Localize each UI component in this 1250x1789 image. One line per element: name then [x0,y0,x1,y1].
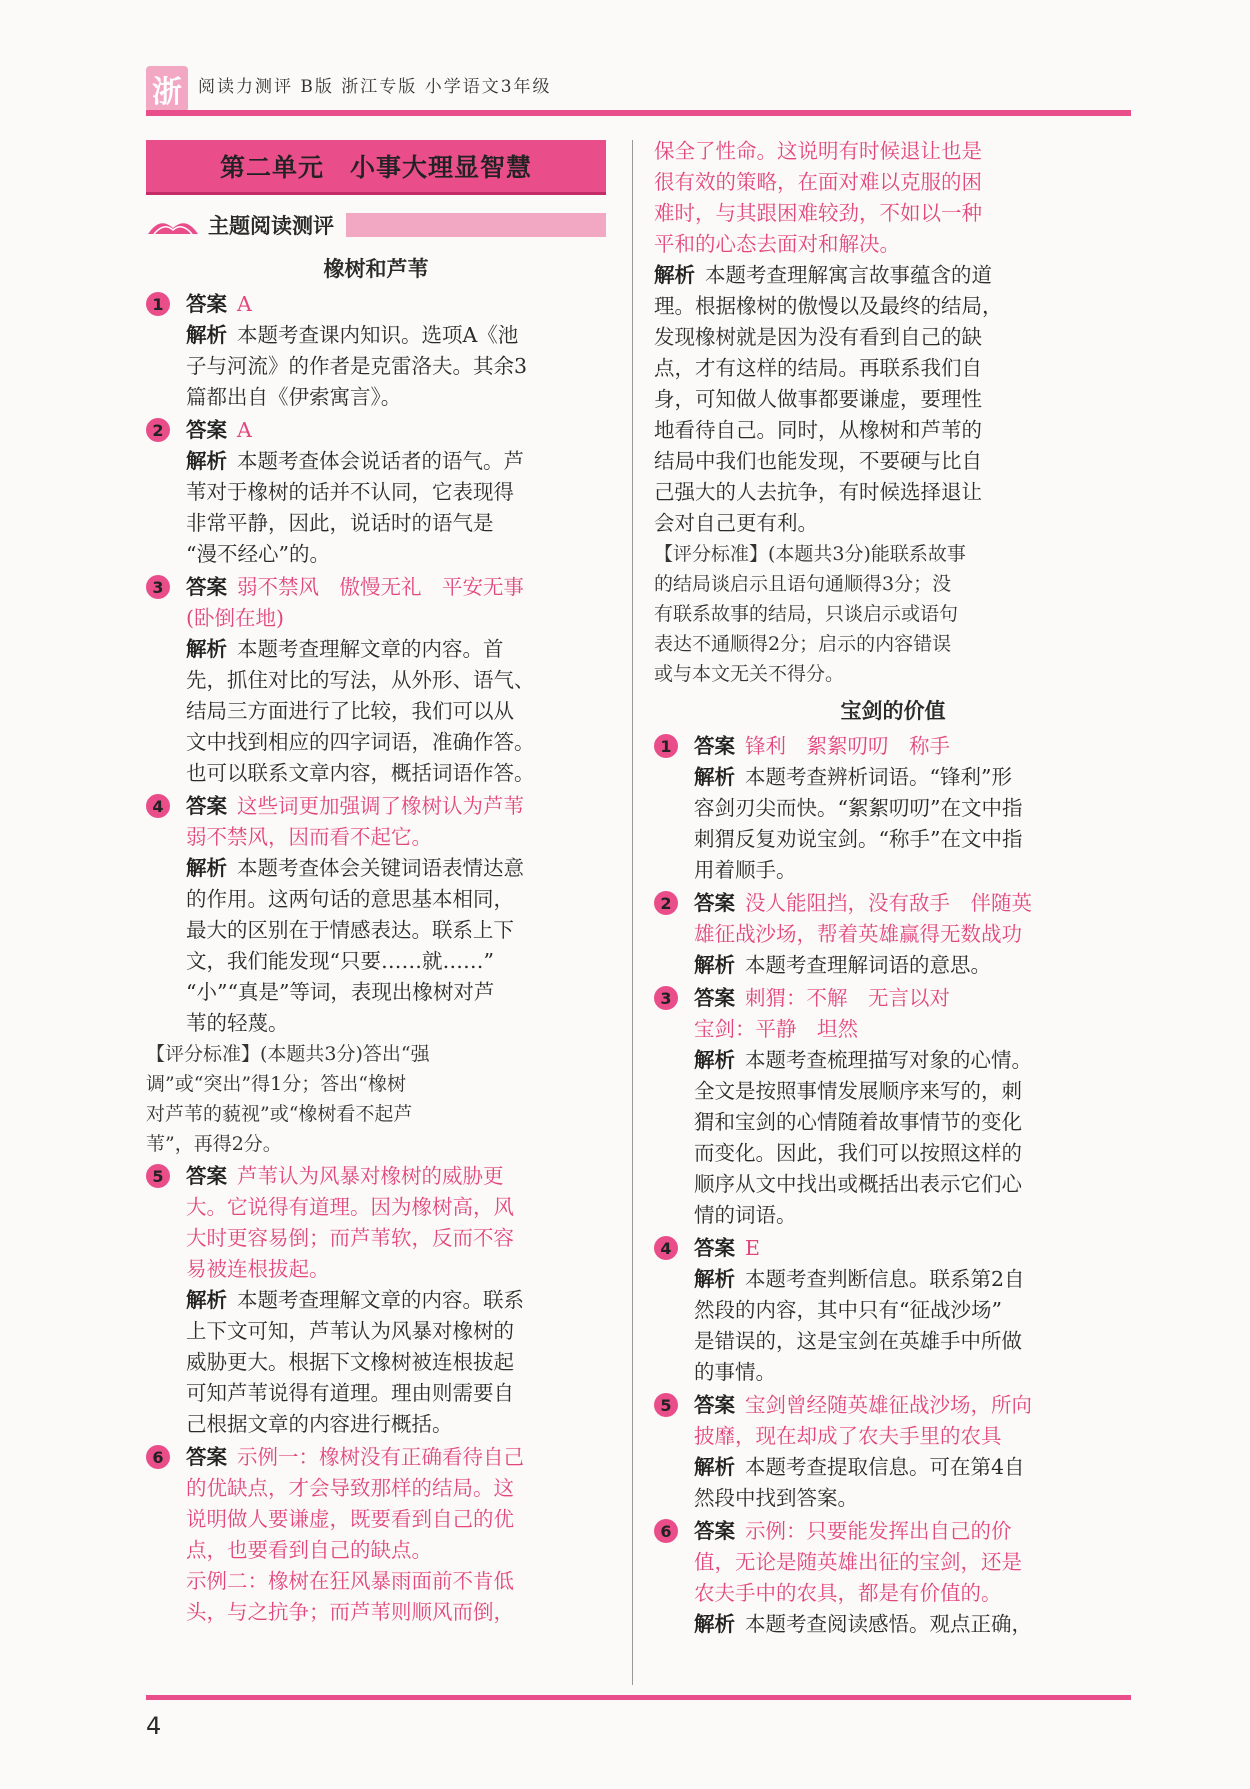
answer-line [186,1566,606,1597]
question-item [146,289,606,413]
question-number: 1 [146,292,170,316]
analysis-line [654,291,1132,322]
analysis-line [694,1452,1132,1483]
analysis-text: 情的词语。 [694,1203,797,1227]
analysis-text: 发现橡树就是因为没有看到自己的缺 [654,325,982,349]
answer-line [186,289,606,320]
answer-line [186,1161,606,1192]
analysis-line [654,260,1132,291]
analysis-text: 会对自己更有利。 [654,511,818,535]
analysis-line [694,1076,1132,1107]
analysis-label: 解析 [186,323,227,347]
footer-rule [146,1695,1131,1700]
question-item [654,731,1132,886]
question-number: 2 [654,891,678,915]
analysis-line [694,1609,1132,1640]
analysis-text: 本题考查理解词语的意思。 [745,953,991,977]
analysis-line [186,446,606,477]
answer-label: 答案 [694,1393,735,1417]
analysis-label: 解析 [694,953,735,977]
analysis-text: 是错误的，这是宝剑在英雄手中所做 [694,1329,1022,1353]
answer-continued-line [654,198,1132,229]
story1-items [146,289,606,1628]
answer-line [694,731,1132,762]
answer-label: 答案 [186,1445,227,1469]
question-number: 5 [146,1164,170,1188]
analysis-text: 的事情。 [694,1360,776,1384]
analysis-label: 解析 [186,856,227,880]
analysis-line [694,1107,1132,1138]
answer-label: 答案 [694,1519,735,1543]
analysis-line [694,1138,1132,1169]
answer-line [694,919,1132,950]
answer-continued-line [654,229,1132,260]
answer-line [186,791,606,822]
answer-text: A [237,418,252,442]
question-item [146,415,606,570]
book-icon [146,214,200,236]
answer-label: 答案 [694,891,735,915]
analysis-line [186,758,606,789]
scoring-line: 的结局谈启示且语句通顺得3分；没 [654,573,952,595]
analysis-line [654,353,1132,384]
analysis-text: 篇都出自《伊索寓言》。 [186,385,402,409]
answer-label: 答案 [694,1236,735,1260]
analysis-text: 的作用。这两句话的意思基本相同， [186,887,514,911]
analysis-text: 本题考查理解寓言故事蕴含的道 [705,263,992,287]
analysis-line [694,1200,1132,1231]
question-number: 4 [654,1236,678,1260]
answer-line [186,1473,606,1504]
analysis-line [186,884,606,915]
analysis-line [654,477,1132,508]
analysis-line [186,665,606,696]
analysis-line [654,508,1132,539]
answer-line [694,1516,1132,1547]
analysis-line [694,1326,1132,1357]
answer-line [186,822,606,853]
analysis-text: 顺序从文中找出或概括出表示它们心 [694,1172,1022,1196]
analysis-text: 猬和宝剑的心情随着故事情节的变化 [694,1110,1022,1134]
analysis-line [186,539,606,570]
analysis-line [186,320,606,351]
analysis-line [654,415,1132,446]
answer-line [694,983,1132,1014]
analysis-text: 苇对于橡树的话并不认同，它表现得 [186,480,514,504]
answer-line [694,1233,1132,1264]
analysis-text: 也可以联系文章内容，概括词语作答。 [186,761,535,785]
answer-text: 弱不禁风，因而看不起它。 [186,825,432,849]
answer-text: 弱不禁风 傲慢无礼 平安无事 [237,575,524,599]
story2-items [654,731,1132,1640]
analysis-text: 身，可知做人做事都要谦虚，要理性 [654,387,982,411]
left-column [146,140,606,1695]
answer-text: 示例二：橡树在狂风暴雨面前不肯低 [186,1569,514,1593]
section-label: 主题阅读测评 [208,214,334,238]
analysis-text: 己根据文章的内容进行概括。 [186,1412,453,1436]
analysis-line [694,1264,1132,1295]
analysis-line [186,508,606,539]
answer-line [186,1254,606,1285]
question-item [654,1390,1132,1514]
answer-line [694,888,1132,919]
analysis-label: 解析 [694,1048,735,1072]
answer-text: 说明做人要谦虚，既要看到自己的优 [186,1507,514,1531]
answer-continued-line [654,136,1132,167]
answer-line [186,1504,606,1535]
answer-label: 答案 [186,575,227,599]
answer-text: 大时更容易倒；而芦苇软，反而不容 [186,1226,514,1250]
scoring-standard [146,1039,606,1159]
analysis-line [694,1295,1132,1326]
answer-text: (卧倒在地) [186,606,284,630]
analysis-text: 而变化。因此，我们可以按照这样的 [694,1141,1022,1165]
analysis-line [186,1316,606,1347]
analysis-label: 解析 [186,637,227,661]
analysis-text: 刺猬反复劝说宝剑。“称手”在文中指 [694,827,1023,851]
analysis-label: 解析 [186,1288,227,1312]
question-item [654,1233,1132,1388]
page-number: 4 [146,1712,162,1740]
answer-line [186,572,606,603]
answer-text: 点，也要看到自己的缺点。 [186,1538,432,1562]
analysis-line [186,634,606,665]
story-title-1: 橡树和芦苇 [323,257,429,281]
answer-label: 答案 [186,418,227,442]
analysis-line [654,384,1132,415]
answer-line [186,1223,606,1254]
answer-text: 值，无论是随英雄出征的宝剑，还是 [694,1550,1022,1574]
unit-title: 第二单元 小事大理显智慧 [146,140,606,195]
answer-text: 这些词更加强调了橡树认为芦苇 [237,794,524,818]
question-item [654,983,1132,1231]
question-item [654,888,1132,981]
analysis-line [186,727,606,758]
scoring-line: 【评分标准】(本题共3分)能联系故事 [654,543,966,565]
analysis-label: 解析 [694,1267,735,1291]
analysis-line [694,762,1132,793]
analysis-text: 点，才有这样的结局。再联系我们自 [654,356,982,380]
column-divider [632,140,633,1685]
analysis-line [694,1483,1132,1514]
analysis-line [186,1008,606,1039]
answer-line [186,1442,606,1473]
analysis-label: 解析 [694,1455,735,1479]
analysis-text: 苇的轻蔑。 [186,1011,289,1035]
answer-text: 锋利 絮絮叨叨 称手 [745,734,950,758]
analysis-text: 本题考查体会关键词语表情达意 [237,856,524,880]
question-item [146,791,606,1159]
analysis-text: 容剑刃尖而快。“絮絮叨叨”在文中指 [694,796,1023,820]
analysis-line [694,1169,1132,1200]
analysis-line [186,696,606,727]
answer-text: 刺猬：不解 无言以对 [745,986,950,1010]
analysis-text: 非常平静，因此，说话时的语气是 [186,511,494,535]
answer-label: 答案 [186,794,227,818]
analysis-text: 本题考查理解文章的内容。首 [237,637,504,661]
question-number: 5 [654,1393,678,1417]
analysis-text: 结局中我们也能发现，不要硬与比自 [654,449,982,473]
section-bar [346,213,606,237]
analysis-label: 解析 [654,263,695,287]
analysis-line [186,1409,606,1440]
analysis-text: “漫不经心”的。 [186,542,330,566]
analysis-text: 最大的区别在于情感表达。联系上下 [186,918,514,942]
analysis-text: 子与河流》的作者是克雷洛夫。其余3 [186,354,528,378]
answer-line [186,603,606,634]
analysis-text: 上下文可知，芦苇认为风暴对橡树的 [186,1319,514,1343]
question-number: 3 [146,575,170,599]
answer-text: 宝剑曾经随英雄征战沙场，所向 [745,1393,1032,1417]
question-item [146,572,606,789]
answer-text: 雄征战沙场，帮着英雄赢得无数战功 [694,922,1022,946]
answer-text: 示例一：橡树没有正确看待自己 [237,1445,524,1469]
analysis-line [654,322,1132,353]
scoring-line: 【评分标准】(本题共3分)答出“强 [146,1043,430,1065]
answer-line [186,415,606,446]
answer-continued-text: 很有效的策略，在面对难以克服的困 [654,170,982,194]
analysis-line [186,946,606,977]
answer-line [186,1535,606,1566]
analysis-text: 然段的内容，其中只有“征战沙场” [694,1298,1002,1322]
analysis-text: 己强大的人去抗争，有时候选择退让 [654,480,982,504]
question-number: 4 [146,794,170,818]
analysis-text: 文中找到相应的四字词语，准确作答。 [186,730,535,754]
analysis-text: “小”“真是”等词，表现出橡树对芦 [186,980,495,1004]
analysis-line [186,1347,606,1378]
question-item [146,1442,606,1628]
answer-text: A [237,292,252,316]
analysis-line [186,853,606,884]
scoring-line: 有联系故事的结局，只谈启示或语句 [654,603,959,625]
analysis-text: 本题考查体会说话者的语气。芦 [237,449,524,473]
answer-text: 农夫手中的农具，都是有价值的。 [694,1581,1002,1605]
analysis-text: 地看待自己。同时，从橡树和芦苇的 [654,418,982,442]
answer-label: 答案 [694,986,735,1010]
answer-continued-text: 保全了性命。这说明有时候退让也是 [654,139,982,163]
answer-continued-text: 难时，与其跟困难较劲，不如以一种 [654,201,982,225]
analysis-line [694,1045,1132,1076]
analysis-text: 本题考查梳理描写对象的心情。 [745,1048,1032,1072]
continued-answer [654,136,1132,689]
answer-text: 芦苇认为风暴对橡树的威胁更 [237,1164,504,1188]
analysis-text: 理。根据橡树的傲慢以及最终的结局， [654,294,1003,318]
analysis-text: 先，抓住对比的写法，从外形、语气、 [186,668,535,692]
analysis-text: 本题考查课内知识。选项A《池 [237,323,519,347]
analysis-text: 然段中找到答案。 [694,1486,858,1510]
analysis-line [186,1378,606,1409]
story-title-2: 宝剑的价值 [840,699,946,723]
answer-label: 答案 [186,292,227,316]
answer-text: 头，与之抗争；而芦苇则顺风而倒， [186,1600,514,1624]
answer-text: 没人能阻挡，没有敌手 伴随英 [745,891,1032,915]
scoring-line: 对芦苇的藐视”或“橡树看不起芦 [146,1103,413,1125]
answer-text: 易被连根拔起。 [186,1257,330,1281]
scoring-line: 调”或“突出”得1分；答出“橡树 [146,1073,406,1095]
analysis-label: 解析 [694,765,735,789]
answer-text: 示例：只要能发挥出自己的价 [745,1519,1012,1543]
analysis-text: 本题考查理解文章的内容。联系 [237,1288,524,1312]
analysis-label: 解析 [186,449,227,473]
analysis-line [694,793,1132,824]
question-item [654,1516,1132,1640]
province-badge: 浙 [146,66,188,112]
analysis-line [654,446,1132,477]
analysis-text: 全文是按照事情发展顺序来写的，刺 [694,1079,1022,1103]
analysis-label: 解析 [694,1612,735,1636]
analysis-line [186,915,606,946]
analysis-text: 结局三方面进行了比较，我们可以从 [186,699,514,723]
analysis-line [694,1357,1132,1388]
header-rule [146,110,1131,116]
analysis-text: 威胁更大。根据下文橡树被连根拔起 [186,1350,514,1374]
answer-text: 宝剑：平静 坦然 [694,1017,858,1041]
section-header [146,205,606,245]
answer-line [694,1390,1132,1421]
analysis-line [694,824,1132,855]
analysis-line [186,977,606,1008]
analysis-line [186,1285,606,1316]
answer-text: E [745,1236,760,1260]
analysis-text: 文，我们能发现“只要……就……” [186,949,494,973]
running-header: 阅读力测评 B版 浙江专版 小学语文3年级 [198,77,552,97]
analysis-text: 本题考查阅读感悟。观点正确， [745,1612,1032,1636]
answer-continued-text: 平和的心态去面对和解决。 [654,232,900,256]
answer-line [186,1192,606,1223]
right-column [654,136,1132,1695]
answer-label: 答案 [186,1164,227,1188]
question-number: 6 [654,1519,678,1543]
scoring-line: 表达不通顺得2分；启示的内容错误 [654,633,952,655]
question-number: 1 [654,734,678,758]
answer-line [694,1421,1132,1452]
answer-line [186,1597,606,1628]
analysis-text: 可知芦苇说得有道理。理由则需要自 [186,1381,514,1405]
scoring-line: 苇”，再得2分。 [146,1133,282,1155]
analysis-line [186,351,606,382]
analysis-line [186,477,606,508]
answer-text: 的优缺点，才会导致那样的结局。这 [186,1476,514,1500]
answer-text: 大。它说得有道理。因为橡树高，风 [186,1195,514,1219]
analysis-text: 用着顺手。 [694,858,797,882]
analysis-text: 本题考查提取信息。可在第4自 [745,1455,1025,1479]
answer-text: 披靡，现在却成了农夫手里的农具 [694,1424,1002,1448]
analysis-line [694,950,1132,981]
question-number: 2 [146,418,170,442]
answer-label: 答案 [694,734,735,758]
question-number: 6 [146,1445,170,1469]
answer-line [694,1547,1132,1578]
analysis-text: 本题考查辨析词语。“锋利”形 [745,765,1012,789]
analysis-line [694,855,1132,886]
analysis-text: 本题考查判断信息。联系第2自 [745,1267,1025,1291]
answer-line [694,1014,1132,1045]
question-item [146,1161,606,1440]
scoring-line: 或与本文无关不得分。 [654,663,845,685]
answer-continued-line [654,167,1132,198]
answer-line [694,1578,1132,1609]
analysis-line [186,382,606,413]
question-number: 3 [654,986,678,1010]
